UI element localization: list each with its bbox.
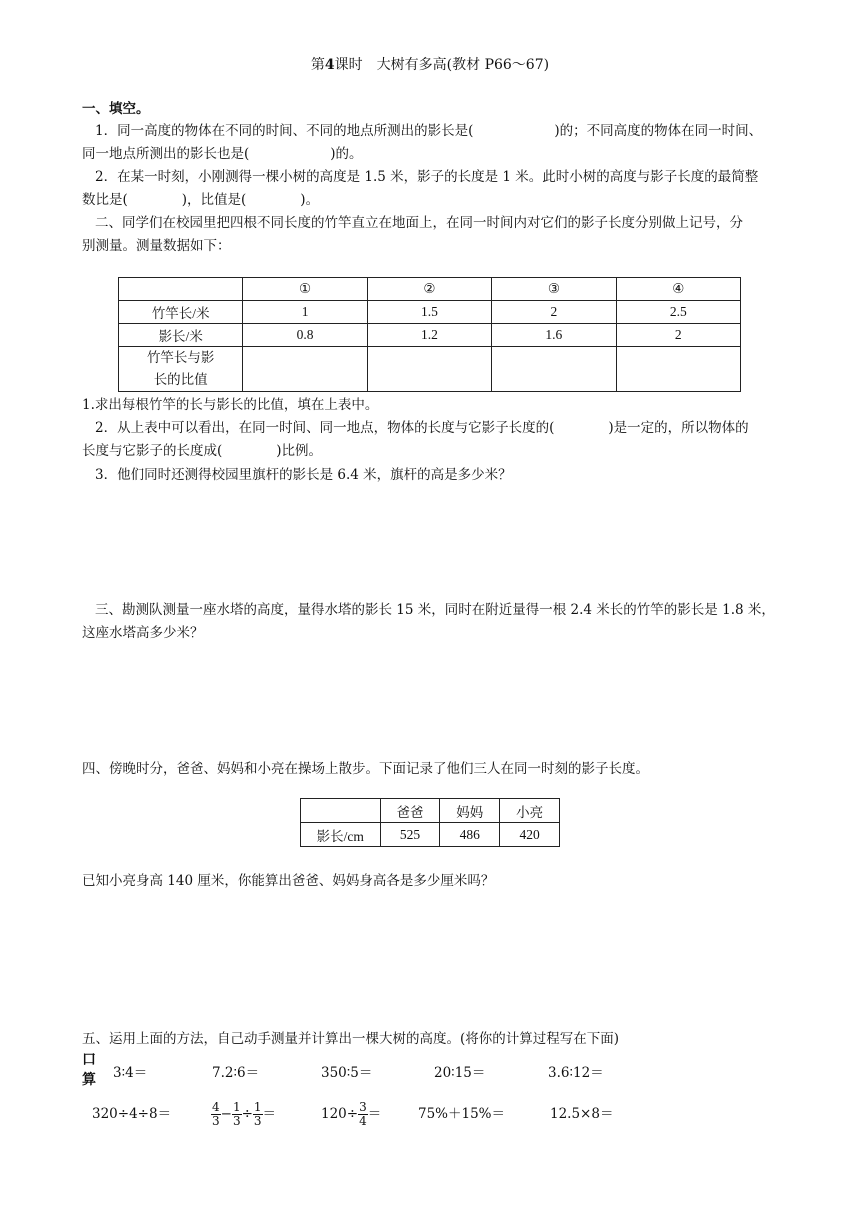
table-header-row — [301, 799, 560, 823]
denominator: 4 — [359, 1114, 367, 1128]
table-cell: 420 — [500, 823, 560, 847]
equals-sign: ＝ — [262, 1106, 277, 1122]
shadow-length-table — [300, 798, 560, 847]
oral-item: 12.5×8＝ — [550, 1106, 614, 1122]
table-row — [119, 301, 741, 324]
table-cell: 2 — [616, 324, 740, 347]
denominator: 3 — [253, 1114, 262, 1128]
ratio-label-line1: 竹竿长与影 — [146, 350, 215, 365]
title-lesson-number: 4 — [324, 57, 335, 73]
s2-q1: 1.求出每根竹竿的长与影长的比值，填在上表中。 — [82, 397, 379, 413]
table-header-cell — [301, 799, 381, 823]
title-rest: 课时 大树有多高(教材 P66～67) — [334, 57, 550, 73]
denominator: 3 — [212, 1114, 220, 1128]
s1-q2-line2: 数比是( )，比值是( )。 — [82, 192, 320, 208]
divide-sign: ÷ — [241, 1106, 253, 1122]
table-cell: 2.5 — [616, 301, 740, 324]
fraction — [232, 1101, 242, 1128]
table-header-cell: ① — [243, 278, 367, 301]
fraction — [358, 1101, 368, 1128]
oral-item: 7.2∶6＝ — [212, 1065, 260, 1081]
table-cell: 0.8 — [243, 324, 367, 347]
table-header-row — [119, 278, 741, 301]
table-cell: 1.5 — [367, 301, 491, 324]
numerator: 1 — [232, 1100, 241, 1114]
table-row-label: 影长/米 — [119, 324, 243, 347]
ratio-label-line2: 长的比值 — [153, 372, 208, 387]
table-cell: 1.6 — [492, 324, 616, 347]
answer-cell[interactable] — [492, 347, 616, 392]
table-cell: 1.2 — [367, 324, 491, 347]
oral-item: 3∶4＝ — [113, 1065, 148, 1081]
expr-prefix: 120÷ — [321, 1106, 359, 1122]
table-header-cell: 小亮 — [500, 799, 560, 823]
table-row — [119, 324, 741, 347]
section4-line1: 四、傍晚时分，爸爸、妈妈和小亮在操场上散步。下面记录了他们三人在同一时刻的影子长度。 — [82, 761, 649, 777]
table-header-cell — [119, 278, 243, 301]
denominator: 3 — [232, 1114, 241, 1128]
answer-cell[interactable] — [616, 347, 740, 392]
oral-item: 350∶5＝ — [321, 1065, 373, 1081]
oral-item: 3.6∶12＝ — [548, 1065, 604, 1081]
table-header-cell: 妈妈 — [440, 799, 500, 823]
answer-cell[interactable] — [243, 347, 367, 392]
s2-q2-line1: 2．从上表中可以看出，在同一时间、同一地点，物体的长度与它影子长度的( )是一定的，所以物体的 — [95, 420, 749, 436]
equals-sign: ＝ — [367, 1106, 382, 1122]
section1-heading: 一、填空。 — [82, 101, 150, 117]
title-prefix: 第 — [310, 57, 325, 73]
oral-item-fraction-expr — [211, 1097, 276, 1131]
answer-cell[interactable] — [367, 347, 491, 392]
table-header-cell: ④ — [616, 278, 740, 301]
fraction — [253, 1101, 263, 1128]
oral-item: 20∶15＝ — [434, 1065, 486, 1081]
s2-q3: 3．他们同时还测得校园里旗杆的影长是 6.4 米，旗杆的高是多少米？ — [95, 467, 512, 483]
s1-q1-line1: 1．同一高度的物体在不同的时间、不同的地点所测出的影长是( )的；不同高度的物体在同一时间、 — [95, 123, 763, 139]
oral-label-char1: 口 — [82, 1052, 96, 1068]
table-cell: 486 — [440, 823, 500, 847]
section4-question: 已知小亮身高 140 厘米，你能算出爸爸、妈妈身高各是多少厘米吗？ — [82, 873, 495, 889]
oral-item: 75%＋15%＝ — [418, 1106, 506, 1122]
table-cell: 525 — [380, 823, 440, 847]
section3-line1: 三、勘测队测量一座水塔的高度，量得水塔的影长 15 米，同时在附近量得一根 2.4 米长的竹竿的影长是 1.8 米， — [95, 602, 775, 618]
table-row-label: 竹竿长/米 — [119, 301, 243, 324]
table-cell: 2 — [492, 301, 616, 324]
table-row-ratio — [119, 347, 741, 392]
table-row-label: 影长/cm — [301, 823, 381, 847]
table-cell: 1 — [243, 301, 367, 324]
section3-line2: 这座水塔高多少米？ — [82, 625, 204, 641]
ratio-label — [147, 347, 215, 391]
section5-line1: 五、运用上面的方法，自己动手测量并计算出一棵大树的高度。(将你的计算过程写在下面) — [82, 1031, 620, 1047]
minus-sign: − — [220, 1106, 232, 1122]
numerator: 4 — [212, 1100, 220, 1114]
bamboo-measurement-table — [118, 277, 741, 392]
s1-q1-line2: 同一地点所测出的影长也是( )的。 — [82, 146, 363, 162]
table-row-label — [119, 347, 243, 392]
numerator: 3 — [359, 1100, 367, 1114]
section2-line1: 二、同学们在校园里把四根不同长度的竹竿直立在地面上，在同一时间内对它们的影子长度分别做上记号，分 — [95, 215, 743, 231]
section2-line2: 别测量。测量数据如下： — [82, 238, 231, 254]
oral-item-fraction-expr — [321, 1097, 381, 1131]
s2-q2-line2: 长度与它影子的长度成( )比例。 — [82, 443, 323, 459]
table-row — [301, 823, 560, 847]
table-header-cell: ③ — [492, 278, 616, 301]
table-header-cell: ② — [367, 278, 491, 301]
oral-label-char2: 算 — [82, 1072, 96, 1088]
table-header-cell: 爸爸 — [380, 799, 440, 823]
oral-label — [82, 1050, 96, 1090]
numerator: 1 — [253, 1100, 262, 1114]
fraction — [211, 1101, 221, 1128]
oral-item: 320÷4÷8＝ — [92, 1106, 172, 1122]
page-title — [0, 56, 860, 74]
s1-q2-line1: 2．在某一时刻，小刚测得一棵小树的高度是 1.5 米，影子的长度是 1 米。此时小树的高度与影子长度的最简整 — [95, 169, 759, 185]
